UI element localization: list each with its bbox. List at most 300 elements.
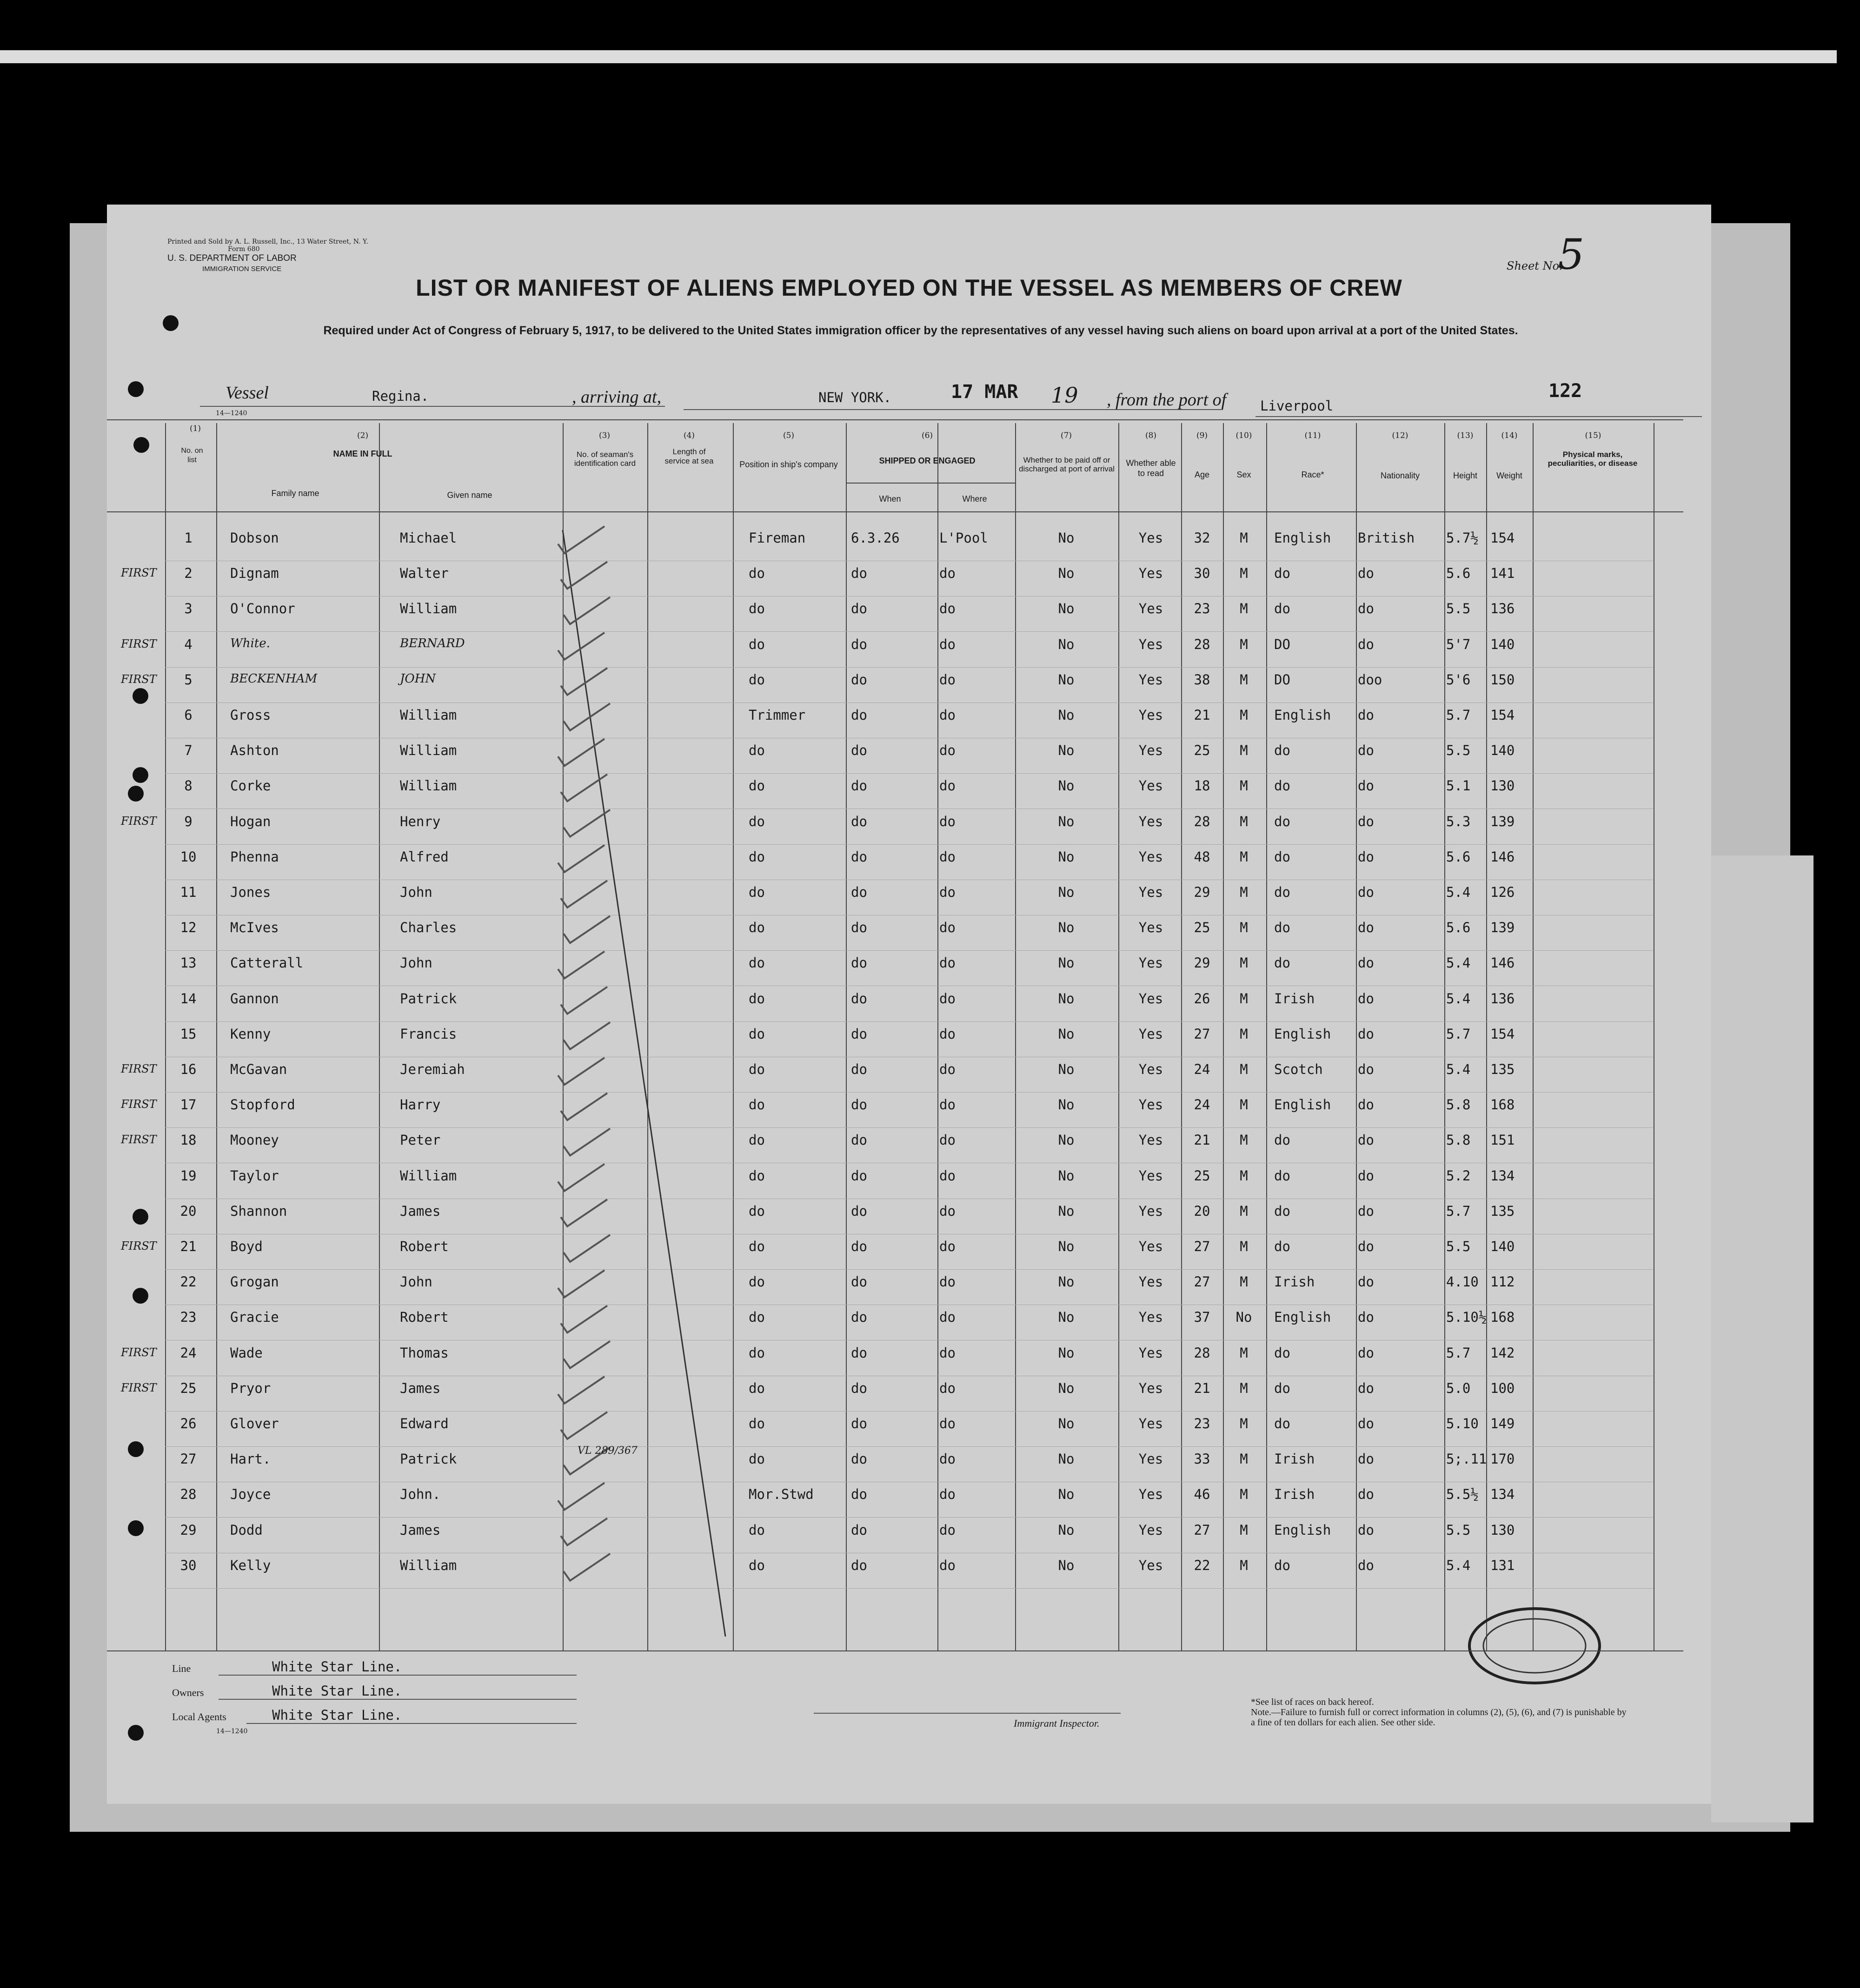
cell-paid: No <box>1058 601 1075 617</box>
cell-age: 28 <box>1194 813 1210 829</box>
cell-weight: 131 <box>1490 1557 1515 1573</box>
cell-paid: No <box>1058 742 1075 759</box>
cell-position: do <box>749 955 765 971</box>
cell-weight: 146 <box>1490 848 1515 865</box>
cell-nationality: do <box>1358 1522 1374 1538</box>
row-note: FIRST <box>121 814 157 828</box>
cell-where: do <box>939 884 956 900</box>
header-race: Race* <box>1301 470 1324 479</box>
cell-position: do <box>749 1416 765 1431</box>
page-count: 122 <box>1548 380 1582 402</box>
cell-no: 2 <box>184 565 193 582</box>
cell-age: 22 <box>1194 1557 1210 1573</box>
cell-given: John. <box>400 1486 441 1503</box>
cell-family: Ashton <box>230 742 279 759</box>
cell-sex: M <box>1240 813 1248 829</box>
cell-read: Yes <box>1138 1486 1163 1503</box>
arrival-date: 17 MAR <box>951 381 1018 403</box>
cell-age: 46 <box>1194 1486 1210 1503</box>
cell-when: do <box>851 1239 867 1254</box>
row-note: FIRST <box>121 1062 157 1075</box>
cell-given: JOHN <box>400 671 436 686</box>
cell-race: do <box>1274 778 1290 794</box>
cell-read: Yes <box>1138 1522 1163 1538</box>
cell-family: Gross <box>230 707 271 723</box>
cell-where: do <box>939 1451 956 1467</box>
cell-age: 21 <box>1194 1132 1210 1148</box>
cell-age: 27 <box>1194 1239 1210 1254</box>
cell-height: 5.5 <box>1446 1522 1471 1538</box>
cell-paid: No <box>1058 1167 1075 1184</box>
cell-family: Pryor <box>230 1380 271 1396</box>
cell-when: do <box>851 742 867 759</box>
cell-race: do <box>1274 1167 1290 1184</box>
line-value: White Star Line. <box>272 1659 402 1675</box>
cell-where: do <box>939 920 956 936</box>
cell-family: Corke <box>230 778 271 794</box>
cell-where: do <box>939 1486 956 1503</box>
cell-when: do <box>851 636 867 652</box>
document-title: LIST OR MANIFEST OF ALIENS EMPLOYED ON THE VESSEL AS MEMBERS OF CREW <box>416 275 1402 301</box>
cell-nationality: do <box>1358 1097 1374 1113</box>
cell-height: 5.5½ <box>1446 1486 1479 1503</box>
cell-where: do <box>939 955 956 971</box>
cell-no: 24 <box>180 1345 197 1361</box>
cell-position: do <box>749 813 765 829</box>
header-family-name: Family name <box>271 489 319 498</box>
cell-position: do <box>749 1203 765 1219</box>
cell-read: Yes <box>1138 601 1163 617</box>
cell-given: Michael <box>400 530 457 546</box>
cell-position: do <box>749 990 765 1007</box>
cell-when: do <box>851 1203 867 1219</box>
cell-race: English <box>1274 1026 1331 1042</box>
cell-given: Henry <box>400 813 441 829</box>
cell-nationality: do <box>1358 1486 1374 1503</box>
cell-given: William <box>400 1167 457 1184</box>
cell-where: do <box>939 1061 956 1077</box>
check-mark <box>561 1093 607 1120</box>
cell-weight: 168 <box>1490 1309 1515 1325</box>
cell-age: 18 <box>1194 778 1210 794</box>
cell-sex: M <box>1240 1486 1248 1503</box>
cell-no: 5 <box>184 671 193 688</box>
row-note: FIRST <box>121 566 157 580</box>
cell-when: do <box>851 1061 867 1077</box>
cell-sex: M <box>1240 1061 1248 1077</box>
cell-height: 5.4 <box>1446 1061 1471 1077</box>
cell-age: 24 <box>1194 1097 1210 1113</box>
check-mark <box>564 916 610 943</box>
department: U. S. DEPARTMENT OF LABOR <box>167 253 297 263</box>
header-length-service: Length of service at sea <box>664 447 714 465</box>
cell-paid: No <box>1058 1203 1075 1219</box>
cell-race: English <box>1274 1309 1331 1325</box>
cell-read: Yes <box>1138 1380 1163 1396</box>
cell-paid: No <box>1058 1026 1075 1042</box>
cell-nationality: do <box>1358 707 1374 723</box>
cell-height: 5.5 <box>1446 601 1471 617</box>
cell-nationality: British <box>1358 530 1415 546</box>
cell-no: 30 <box>180 1557 197 1573</box>
cell-given: Thomas <box>400 1345 449 1361</box>
cell-when: do <box>851 1274 867 1290</box>
cell-when: do <box>851 1167 867 1184</box>
cell-when: do <box>851 707 867 723</box>
cell-where: do <box>939 778 956 794</box>
cell-sex: M <box>1240 1239 1248 1254</box>
check-mark <box>564 810 610 837</box>
cell-height: 5.3 <box>1446 813 1471 829</box>
cell-race: English <box>1274 1097 1331 1113</box>
service: IMMIGRATION SERVICE <box>202 265 282 273</box>
footer-form-code: 14—1240 <box>216 1728 248 1735</box>
cell-nationality: do <box>1358 1309 1374 1325</box>
cell-where: do <box>939 1097 956 1113</box>
cell-race: do <box>1274 1416 1290 1431</box>
cell-read: Yes <box>1138 671 1163 688</box>
cell-family: Glover <box>230 1416 279 1431</box>
cell-read: Yes <box>1138 742 1163 759</box>
cell-height: 5.10½ <box>1446 1309 1487 1325</box>
cell-no: 28 <box>180 1486 197 1503</box>
cell-read: Yes <box>1138 848 1163 865</box>
cell-read: Yes <box>1138 955 1163 971</box>
cell-race: English <box>1274 707 1331 723</box>
cell-age: 28 <box>1194 636 1210 652</box>
cell-age: 32 <box>1194 530 1210 546</box>
cell-no: 19 <box>180 1167 197 1184</box>
cell-paid: No <box>1058 530 1075 546</box>
cell-age: 29 <box>1194 884 1210 900</box>
row-note: FIRST <box>121 1098 157 1111</box>
cell-weight: 140 <box>1490 1239 1515 1254</box>
cell-race: do <box>1274 1345 1290 1361</box>
cell-family: Grogan <box>230 1274 279 1290</box>
cell-sex: M <box>1240 1167 1248 1184</box>
cell-where: do <box>939 1203 956 1219</box>
cell-paid: No <box>1058 1416 1075 1431</box>
hart-annotation: VL 289/367 <box>578 1445 638 1457</box>
cell-no: 12 <box>180 920 197 936</box>
cell-no: 15 <box>180 1026 197 1042</box>
check-mark <box>558 1164 604 1191</box>
arrival-year: 19 <box>1051 383 1078 408</box>
cell-family: Boyd <box>230 1239 263 1254</box>
vessel-name: Regina. <box>372 388 429 404</box>
cell-weight: 170 <box>1490 1451 1515 1467</box>
cell-position: do <box>749 848 765 865</box>
col-num-13: (13) <box>1457 431 1474 440</box>
check-mark <box>558 739 604 766</box>
check-mark <box>558 845 604 872</box>
cell-family: Wade <box>230 1345 263 1361</box>
header-no-on-list: No. on list <box>181 447 203 464</box>
col-num-1: (1) <box>189 424 201 433</box>
cell-paid: No <box>1058 1132 1075 1148</box>
cell-where: do <box>939 565 956 582</box>
cell-given: John <box>400 955 432 971</box>
inspector-label: Immigrant Inspector. <box>1014 1717 1100 1729</box>
cell-when: 6.3.26 <box>851 530 900 546</box>
cell-weight: 130 <box>1490 1522 1515 1538</box>
list-code: 14—1240 <box>216 410 247 417</box>
cell-nationality: do <box>1358 955 1374 971</box>
row-note: FIRST <box>121 1239 157 1252</box>
header-sex: Sex <box>1236 470 1251 479</box>
cell-no: 23 <box>180 1309 197 1325</box>
cell-read: Yes <box>1138 565 1163 582</box>
cell-where: do <box>939 1380 956 1396</box>
cell-given: William <box>400 778 457 794</box>
cell-nationality: do <box>1358 884 1374 900</box>
cell-nationality: do <box>1358 1239 1374 1254</box>
cell-height: 5.7 <box>1446 1203 1471 1219</box>
check-mark <box>561 1412 607 1439</box>
cell-when: do <box>851 1097 867 1113</box>
cell-given: Patrick <box>400 990 457 1007</box>
cell-race: do <box>1274 813 1290 829</box>
col-num-10: (10) <box>1236 431 1252 440</box>
cell-given: Patrick <box>400 1451 457 1467</box>
cell-given: Charles <box>400 920 457 936</box>
cell-read: Yes <box>1138 1026 1163 1042</box>
cell-read: Yes <box>1138 1345 1163 1361</box>
cell-height: 5.7½ <box>1446 530 1479 546</box>
cell-nationality: do <box>1358 920 1374 936</box>
check-mark <box>558 1377 604 1404</box>
check-mark <box>564 1128 610 1155</box>
cell-position: Trimmer <box>749 707 806 723</box>
cell-weight: 135 <box>1490 1203 1515 1219</box>
check-mark <box>561 881 607 908</box>
cell-height: 5.5 <box>1446 742 1471 759</box>
cell-weight: 134 <box>1490 1486 1515 1503</box>
cell-when: do <box>851 1557 867 1573</box>
cell-race: do <box>1274 1557 1290 1573</box>
cell-where: L'Pool <box>939 530 988 546</box>
cell-race: English <box>1274 1522 1331 1538</box>
cell-when: do <box>851 1132 867 1148</box>
cell-family: Joyce <box>230 1486 271 1503</box>
cell-weight: 135 <box>1490 1061 1515 1077</box>
cell-height: 5;.11 <box>1446 1451 1487 1467</box>
cell-nationality: do <box>1358 778 1374 794</box>
row-note: FIRST <box>121 1133 157 1146</box>
cell-given: Harry <box>400 1097 441 1113</box>
cell-age: 21 <box>1194 1380 1210 1396</box>
cell-sex: M <box>1240 1345 1248 1361</box>
cell-family: McIves <box>230 920 279 936</box>
cell-given: William <box>400 742 457 759</box>
cell-height: 5.7 <box>1446 1026 1471 1042</box>
cell-family: Dodd <box>230 1522 263 1538</box>
cell-read: Yes <box>1138 813 1163 829</box>
cell-position: do <box>749 742 765 759</box>
cell-no: 20 <box>180 1203 197 1219</box>
header-paid-off: Whether to be paid off or discharged at port of arrival <box>1019 456 1115 473</box>
cell-age: 27 <box>1194 1522 1210 1538</box>
cell-paid: No <box>1058 636 1075 652</box>
header-seaman-card: No. of seaman's identification card <box>574 450 636 468</box>
cell-no: 18 <box>180 1132 197 1148</box>
cell-race: do <box>1274 742 1290 759</box>
cell-no: 25 <box>180 1380 197 1396</box>
cell-nationality: do <box>1358 1026 1374 1042</box>
printer-line: Printed and Sold by A. L. Russell, Inc., 13 Water Street, N. Y. <box>167 238 368 245</box>
row-note: FIRST <box>121 1345 157 1359</box>
cell-sex: M <box>1240 1557 1248 1573</box>
sheet-label: Sheet No. <box>1507 259 1563 272</box>
cell-weight: 139 <box>1490 813 1515 829</box>
header-physical: Physical marks, peculiarities, or disease <box>1548 450 1638 468</box>
cell-nationality: do <box>1358 990 1374 1007</box>
cell-position: do <box>749 884 765 900</box>
from-port: Liverpool <box>1260 398 1334 414</box>
from-label: , from the port of <box>1107 390 1227 410</box>
cell-nationality: do <box>1358 1380 1374 1396</box>
cell-paid: No <box>1058 1345 1075 1361</box>
back-sheet-edge <box>1711 855 1814 1822</box>
cell-sex: M <box>1240 1380 1248 1396</box>
cell-position: do <box>749 565 765 582</box>
cell-weight: 154 <box>1490 1026 1515 1042</box>
cell-read: Yes <box>1138 1239 1163 1254</box>
cell-position: do <box>749 1309 765 1325</box>
cell-paid: No <box>1058 1309 1075 1325</box>
cell-sex: M <box>1240 742 1248 759</box>
col-num-6: (6) <box>921 431 933 440</box>
cell-nationality: do <box>1358 1274 1374 1290</box>
check-mark <box>558 1270 604 1297</box>
race-note: *See list of races on back hereof. <box>1251 1697 1374 1707</box>
arriving-label: , arriving at, <box>572 387 662 407</box>
cell-paid: No <box>1058 1380 1075 1396</box>
cell-where: do <box>939 742 956 759</box>
owners-value: White Star Line. <box>272 1683 402 1699</box>
cell-read: Yes <box>1138 778 1163 794</box>
cell-family: Phenna <box>230 848 279 865</box>
header-nationality: Nationality <box>1380 471 1420 480</box>
cell-height: 5.8 <box>1446 1132 1471 1148</box>
cell-sex: M <box>1240 920 1248 936</box>
cell-read: Yes <box>1138 1416 1163 1431</box>
cell-no: 4 <box>184 636 193 652</box>
cell-sex: M <box>1240 1274 1248 1290</box>
cell-given: John <box>400 884 432 900</box>
cell-sex: M <box>1240 671 1248 688</box>
cell-paid: No <box>1058 1522 1075 1538</box>
cell-height: 5.5 <box>1446 1239 1471 1254</box>
cell-paid: No <box>1058 884 1075 900</box>
cell-sex: M <box>1240 1097 1248 1113</box>
cell-height: 5.7 <box>1446 707 1471 723</box>
cell-nationality: do <box>1358 848 1374 865</box>
cell-read: Yes <box>1138 1557 1163 1573</box>
cell-where: do <box>939 813 956 829</box>
col-num-3: (3) <box>598 431 611 440</box>
cell-paid: No <box>1058 955 1075 971</box>
check-mark <box>561 1305 607 1332</box>
cell-position: do <box>749 1380 765 1396</box>
cell-weight: 126 <box>1490 884 1515 900</box>
header-shipped: SHIPPED OR ENGAGED <box>879 456 976 465</box>
cell-family: Stopford <box>230 1097 295 1113</box>
row-note: FIRST <box>121 1381 157 1394</box>
cell-family: Kenny <box>230 1026 271 1042</box>
cell-read: Yes <box>1138 636 1163 652</box>
cell-height: 5.4 <box>1446 884 1471 900</box>
cell-race: Irish <box>1274 1486 1315 1503</box>
cell-no: 13 <box>180 955 197 971</box>
cell-when: do <box>851 1380 867 1396</box>
agents-label: Local Agents <box>172 1711 226 1723</box>
cell-nationality: do <box>1358 565 1374 582</box>
cell-given: Francis <box>400 1026 457 1042</box>
cell-weight: 130 <box>1490 778 1515 794</box>
cell-race: do <box>1274 1203 1290 1219</box>
cell-position: Mor.Stwd <box>749 1486 814 1503</box>
check-mark <box>558 1483 604 1510</box>
cell-read: Yes <box>1138 1274 1163 1290</box>
cell-read: Yes <box>1138 707 1163 723</box>
cell-race: do <box>1274 1239 1290 1254</box>
check-mark <box>564 703 610 730</box>
cell-read: Yes <box>1138 1167 1163 1184</box>
col-num-14: (14) <box>1501 431 1518 440</box>
cell-given: James <box>400 1522 441 1538</box>
cell-race: do <box>1274 601 1290 617</box>
cell-position: do <box>749 1239 765 1254</box>
cell-weight: 139 <box>1490 920 1515 936</box>
cell-no: 6 <box>184 707 193 723</box>
cell-sex: M <box>1240 601 1248 617</box>
cell-age: 28 <box>1194 1345 1210 1361</box>
cell-given: James <box>400 1380 441 1396</box>
cell-height: 5.4 <box>1446 990 1471 1007</box>
cell-read: Yes <box>1138 884 1163 900</box>
row-note: FIRST <box>121 672 157 686</box>
cell-given: Robert <box>400 1239 449 1254</box>
cell-sex: M <box>1240 955 1248 971</box>
agents-value: White Star Line. <box>272 1707 402 1723</box>
col-num-7: (7) <box>1060 431 1072 440</box>
cell-age: 48 <box>1194 848 1210 865</box>
cell-position: do <box>749 636 765 652</box>
cell-age: 30 <box>1194 565 1210 582</box>
cell-sex: M <box>1240 565 1248 582</box>
cell-given: William <box>400 1557 457 1573</box>
cell-height: 5.4 <box>1446 1557 1471 1573</box>
cell-race: do <box>1274 1380 1290 1396</box>
cell-family: BECKENHAM <box>230 671 318 686</box>
cell-when: do <box>851 1026 867 1042</box>
cell-no: 9 <box>184 813 193 829</box>
cell-given: Jeremiah <box>400 1061 465 1077</box>
cell-paid: No <box>1058 671 1075 688</box>
cell-where: do <box>939 1026 956 1042</box>
check-mark <box>558 951 604 978</box>
cell-height: 5'7 <box>1446 636 1471 652</box>
check-mark <box>561 1199 607 1226</box>
document-subtitle: Required under Act of Congress of February 5, 1917, to be delivered to the United States immigration officer by the representatives of any vessel having such aliens on board upon arrival at a port of the United States. <box>323 324 1518 337</box>
cell-family: Dobson <box>230 530 279 546</box>
cell-family: Taylor <box>230 1167 279 1184</box>
cell-position: do <box>749 1345 765 1361</box>
cell-paid: No <box>1058 1061 1075 1077</box>
cell-nationality: do <box>1358 1203 1374 1219</box>
cell-nationality: do <box>1358 742 1374 759</box>
